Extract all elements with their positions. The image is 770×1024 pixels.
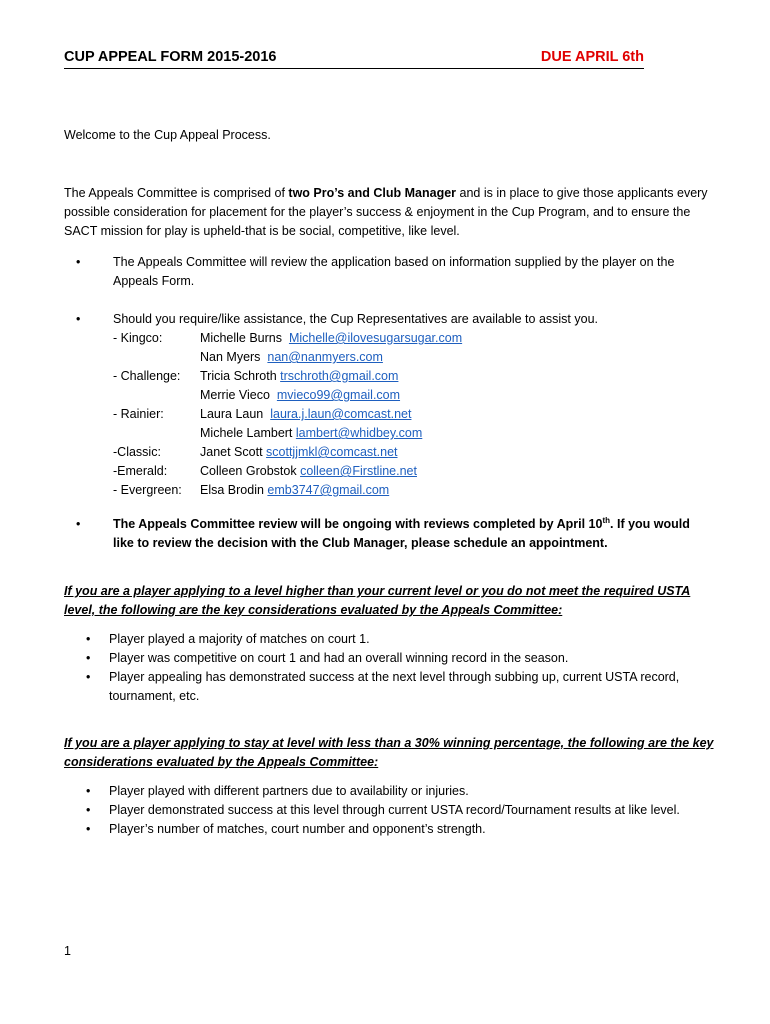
contact-name: Colleen Grobstok [200, 464, 297, 478]
list-item [86, 668, 706, 706]
contact-email-link[interactable]: nan@nanmyers.com [267, 350, 383, 364]
list-item-text: Player appealing has demonstrated success at the next level through subbing up, current USTA record, tournament, etc. [109, 670, 680, 703]
list-item [86, 630, 706, 649]
list-item [86, 801, 706, 820]
contact-email-link[interactable]: Michelle@ilovesugarsugar.com [288, 331, 463, 345]
ongoing-part1: The Appeals Committee review will be ongoing with reviews completed by April 10 [113, 517, 603, 531]
higher-level-heading: If you are a player applying to a level higher than your current level or you do not meet the required USTA level, the following are the key considerations evaluated by the Appeals Committee: [64, 584, 691, 617]
ongoing-part2: . If you would like to review the decision with the Club Manager, please schedule an appointment. [113, 517, 690, 550]
bullet-icon: • [86, 651, 91, 665]
intro-bold: two Pro’s and Club Manager [288, 186, 457, 200]
list-item-text: Player’s number of matches, court number and opponent’s strength. [109, 822, 486, 836]
contact-league: - Evergreen: [113, 483, 182, 497]
title-row [64, 48, 644, 69]
bullet-review-text: The Appeals Committee will review the application based on information supplied by the player on the Appeals Form. [113, 255, 675, 288]
bullet-assist-text: Should you require/like assistance, the Cup Representatives are available to assist you. [113, 312, 598, 326]
contact-name: Michelle Burns [200, 331, 282, 345]
higher-level-considerations [86, 630, 706, 706]
contact-league: - Kingco: [113, 331, 163, 345]
ongoing-superscript: th [602, 515, 611, 525]
intro-part1: The Appeals Committee is comprised of [64, 186, 289, 200]
contact-email-link[interactable]: emb3747@gmail.com [267, 483, 390, 497]
contact-email-link[interactable]: laura.j.laun@comcast.net [270, 407, 412, 421]
contact-league: -Emerald: [113, 464, 168, 478]
contact-league: - Rainier: [113, 407, 164, 421]
list-item-text: Player played with different partners due to availability or injuries. [109, 784, 469, 798]
contact-email-link[interactable]: mvieco99@gmail.com [276, 388, 401, 402]
contact-league: - Challenge: [113, 369, 181, 383]
list-item [86, 782, 706, 801]
bullet-ongoing-text [113, 515, 713, 553]
intro-paragraph [64, 184, 714, 241]
due-date: DUE APRIL 6th [540, 49, 644, 65]
form-title: CUP APPEAL FORM 2015-2016 [64, 49, 277, 65]
intro-part2: and is in place to give those applicants every possible consideration for placement for the player’s success & enjoyment in the Cup Program, and to ensure the SACT mission for play is upheld-that is be social, competitive, like level. [64, 186, 708, 238]
contact-name: Janet Scott [200, 445, 263, 459]
list-item [86, 649, 706, 668]
bullet-icon: • [86, 670, 91, 684]
contact-name: Tricia Schroth [200, 369, 277, 383]
bullet-icon: • [76, 517, 81, 531]
list-item-text: Player demonstrated success at this level through current USTA record/Tournament results at like level. [109, 803, 680, 817]
contact-name: Merrie Vieco [200, 388, 270, 402]
bullet-icon: • [86, 822, 91, 836]
contact-name: Laura Laun [200, 407, 264, 421]
stay-level-heading: If you are a player applying to stay at level with less than a 30% winning percentage, the following are the key considerations evaluated by the Appeals Committee: [64, 736, 714, 769]
bullet-ongoing-review [76, 515, 716, 555]
list-item-text: Player was competitive on court 1 and had an overall winning record in the season. [109, 651, 569, 665]
bullet-icon: • [76, 255, 81, 269]
list-item [86, 820, 706, 839]
bullet-icon: • [86, 632, 91, 646]
bullet-icon: • [76, 312, 81, 326]
contact-name: Elsa Brodin [200, 483, 264, 497]
list-item-text: Player played a majority of matches on court 1. [109, 632, 370, 646]
welcome-text: Welcome to the Cup Appeal Process. [64, 128, 271, 142]
contact-email-link[interactable]: scottjjmkl@comcast.net [266, 445, 398, 459]
contact-name: Nan Myers [200, 350, 261, 364]
contact-email-link[interactable]: lambert@whidbey.com [295, 426, 423, 440]
page-number: 1 [64, 944, 71, 958]
contact-name: Michele Lambert [200, 426, 293, 440]
stay-level-considerations [86, 782, 706, 839]
contact-email-link[interactable]: colleen@Firstline.net [300, 464, 417, 478]
bullet-icon: • [86, 803, 91, 817]
contact-league: -Classic: [113, 445, 161, 459]
bullet-icon: • [86, 784, 91, 798]
bullet-review [76, 253, 696, 293]
contact-email-link[interactable]: trschroth@gmail.com [280, 369, 399, 383]
bullet-assist [76, 310, 696, 500]
